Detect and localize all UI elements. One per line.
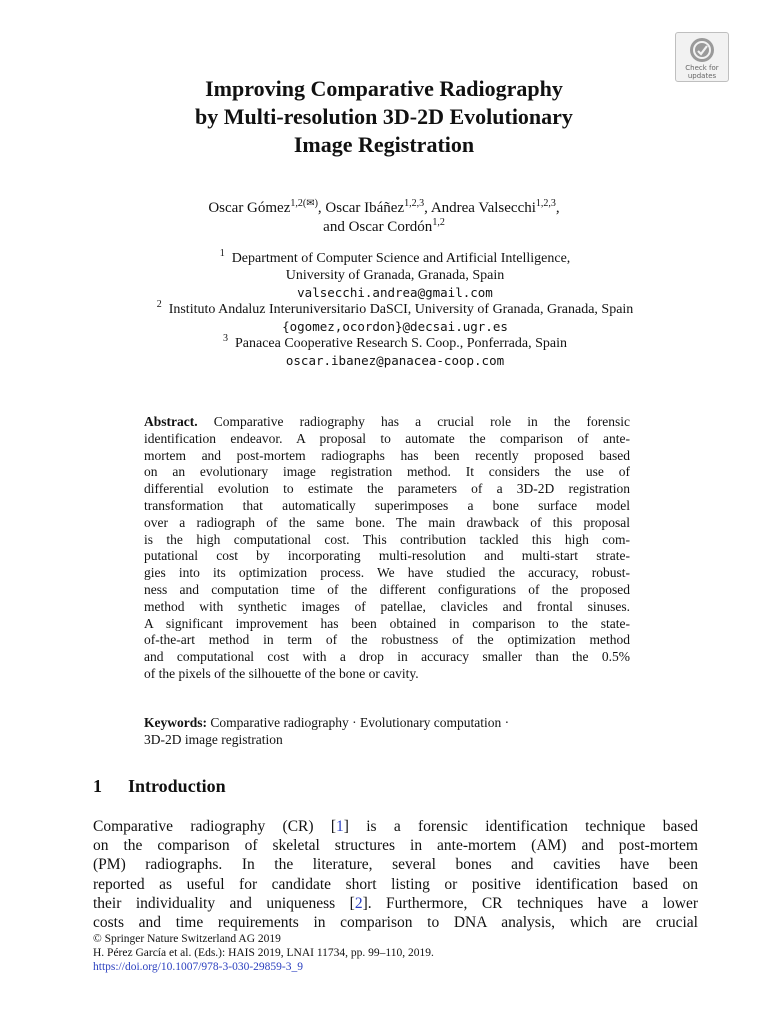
- author-separator: ,: [555, 200, 560, 216]
- affiliation-2: [0, 301, 768, 318]
- citation-link[interactable]: 2: [354, 894, 363, 912]
- keywords-text: Comparative radiography · Evolutionary computation ·: [210, 715, 510, 730]
- affiliation-3-text: Panacea Cooperative Research S. Coop., Ponferrada, Spain: [234, 336, 567, 351]
- intro-line: [93, 817, 698, 836]
- affiliation-3-number: 3: [222, 333, 228, 344]
- intro-text: ] is a forensic identification technique based: [343, 818, 699, 835]
- section-number: 1: [93, 776, 102, 796]
- author-list: [0, 199, 768, 237]
- author-4-affil: 1,2: [432, 217, 445, 228]
- keywords: [144, 714, 630, 748]
- intro-text: Comparative radiography (CR) [: [93, 818, 336, 835]
- paper-title: [0, 75, 768, 159]
- abstract-line: over a radiograph of the same bone. The main drawback of this proposal: [144, 514, 630, 530]
- abstract-line: on an evolutionary image registration method. It considers the use of: [144, 464, 630, 480]
- abstract-line: identification endeavor. A proposal to automate the comparison of ante-: [144, 430, 630, 446]
- author-separator: ,: [317, 200, 322, 216]
- keywords-line-2: 3D-2D image registration: [144, 732, 283, 747]
- badge-line1: Check for: [685, 64, 719, 72]
- affiliation-1-line-2: University of Granada, Granada, Spain: [285, 268, 505, 283]
- citation-info: H. Pérez García et al. (Eds.): HAIS 2019, LNAI 11734, pp. 99–110, 2019.: [93, 947, 434, 959]
- author-3-name: Andrea Valsecchi: [430, 200, 536, 216]
- title-line-2: by Multi-resolution 3D-2D Evolutionary: [195, 104, 573, 129]
- author-1-name: Oscar Gómez: [208, 200, 291, 216]
- affiliation-3-email[interactable]: oscar.ibanez@panacea-coop.com: [285, 353, 505, 368]
- doi-link[interactable]: https://doi.org/10.1007/978-3-030-29859-3_9: [93, 961, 303, 973]
- affiliation-3: [0, 335, 768, 352]
- intro-text: their individuality and uniqueness [: [93, 894, 355, 912]
- introduction-body: [93, 817, 698, 932]
- intro-line: reported as useful for candidate short listing or positive identification based on: [93, 875, 698, 893]
- affiliations: [0, 250, 768, 369]
- affiliation-1-email[interactable]: valsecchi.andrea@gmail.com: [297, 285, 493, 300]
- keywords-label: Keywords:: [144, 715, 207, 730]
- abstract-line: transformation that automatically superimposes a bone surface model: [144, 497, 630, 513]
- abstract-line: [144, 414, 630, 431]
- abstract-line: is the high computational cost. This contribution tackled this high com-: [144, 531, 630, 547]
- author-4-name: and Oscar Cordón: [323, 219, 433, 235]
- abstract: [144, 414, 630, 683]
- title-line-1: Improving Comparative Radiography: [205, 76, 563, 101]
- abstract-line: differential evolution to estimate the parameters of a 3D-2D registration: [144, 481, 630, 497]
- author-3-affil: 1,2,3: [535, 198, 556, 209]
- keywords-line-1: [144, 714, 630, 731]
- abstract-line-text: Comparative radiography has a crucial role in the forensic: [213, 414, 630, 429]
- section-heading: [93, 776, 226, 797]
- citation-link[interactable]: 1: [336, 818, 344, 835]
- abstract-line: gies into its optimization process. We have studied the accuracy, robust-: [144, 565, 630, 581]
- abstract-label: Abstract.: [144, 414, 198, 429]
- affiliation-1-number: 1: [219, 248, 225, 259]
- abstract-line: putational cost by incorporating multi-resolution and multi-start strate-: [144, 548, 630, 564]
- abstract-line: and computational cost with a drop in accuracy smaller than the 0.5%: [144, 649, 630, 665]
- intro-line: (PM) radiographs. In the literature, several bones and cavities have been: [93, 856, 698, 874]
- author-1-affil: 1,2(✉): [290, 198, 318, 209]
- affiliation-1: [0, 250, 768, 267]
- affiliation-2-text: Instituto Andaluz Interuniversitario DaSCI, University of Granada, Granada, Spain: [168, 302, 634, 317]
- affiliation-2-email[interactable]: {ogomez,ocordon}@decsai.ugr.es: [282, 319, 508, 334]
- author-separator: ,: [424, 200, 428, 216]
- authors-line-2: [0, 218, 768, 237]
- abstract-line: method with synthetic images of patellae, clavicles and frontal sinuses.: [144, 598, 630, 614]
- intro-text: ]. Furthermore, CR techniques have a lower: [362, 894, 698, 912]
- badge-line2: updates: [687, 72, 717, 80]
- check-updates-icon: [688, 36, 716, 64]
- copyright-notice: © Springer Nature Switzerland AG 2019: [93, 933, 281, 945]
- intro-line: [93, 894, 698, 913]
- abstract-line: of the pixels of the silhouette of the bone or cavity.: [144, 665, 419, 681]
- abstract-line: mortem and post-mortem radiographs has been recently proposed based: [144, 447, 630, 463]
- abstract-line: A significant improvement has been obtained in comparison to the state-: [144, 615, 630, 631]
- footer: [93, 932, 434, 974]
- abstract-line: ness and computation time of the different configurations of the proposed: [144, 581, 630, 597]
- author-2-name: Oscar Ibáñez: [325, 200, 405, 216]
- intro-line: costs and time requirements in comparison to DNA analysis, which are crucial: [93, 914, 698, 932]
- abstract-line: of-the-art method in term of the robustness of the optimization method: [144, 632, 630, 648]
- title-line-3: Image Registration: [293, 132, 475, 157]
- affiliation-1-text: Department of Computer Science and Artificial Intelligence,: [231, 251, 571, 266]
- authors-line-1: [0, 199, 768, 218]
- author-2-affil: 1,2,3: [404, 198, 425, 209]
- affiliation-2-number: 2: [156, 299, 162, 310]
- section-title: Introduction: [128, 776, 226, 796]
- intro-line: on the comparison of skeletal structures in ante-mortem (AM) and post-mortem: [93, 837, 698, 855]
